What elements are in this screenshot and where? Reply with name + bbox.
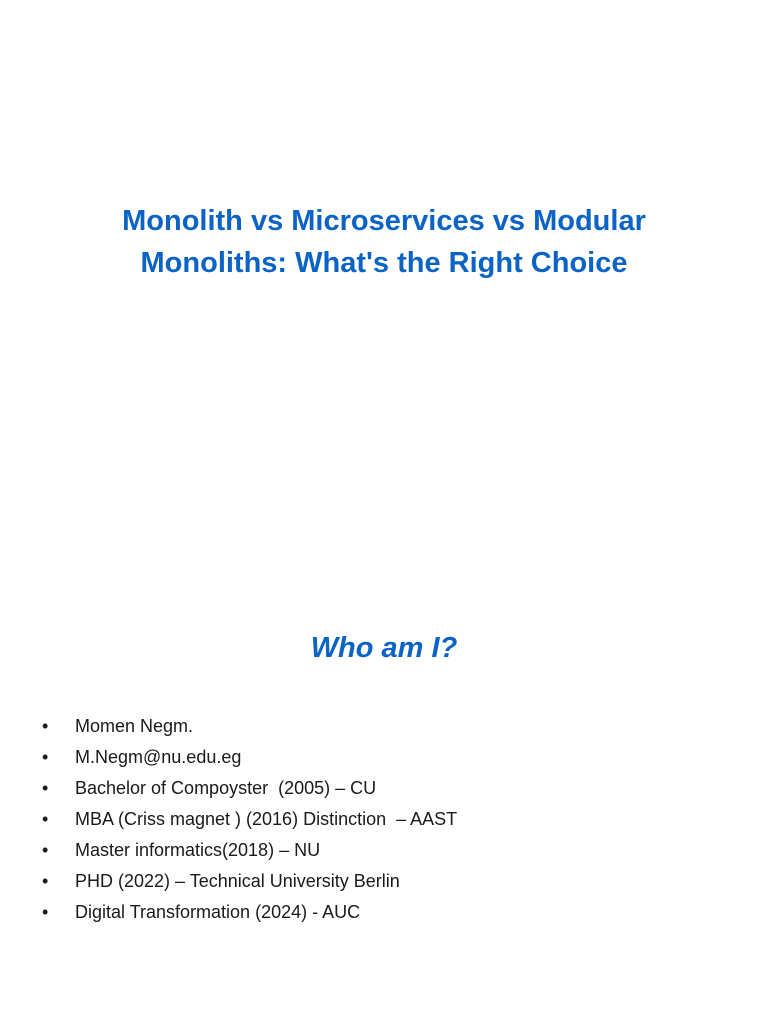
bio-item-text: M.Negm@nu.edu.eg: [75, 747, 242, 767]
bio-item-email: [42, 742, 722, 773]
bio-item-text: Bachelor of Compoyster (2005) – CU: [75, 778, 377, 798]
bullet-icon: •: [42, 747, 49, 767]
bullet-icon: •: [42, 778, 49, 798]
bio-item-text: MBA (Criss magnet ) (2016) Distinction – AAST: [75, 809, 458, 829]
bio-item-text: Momen Negm.: [75, 716, 194, 736]
slide-title-line-1: Monolith vs Microservices vs Modular: [122, 205, 646, 237]
who-am-i-heading: Who am I?: [310, 632, 458, 664]
bio-item-phd: [42, 866, 722, 897]
bio-item-name: [42, 711, 722, 742]
bio-item-text: Digital Transformation (2024) - AUC: [75, 902, 361, 922]
slide-title: [40, 200, 728, 284]
bio-item-master: [42, 835, 722, 866]
bullet-icon: •: [42, 809, 49, 829]
bullet-icon: •: [42, 840, 49, 860]
bio-item-bachelor: [42, 773, 722, 804]
bullet-icon: •: [42, 902, 49, 922]
bio-item-digital-transformation: [42, 897, 722, 928]
bio-list: [42, 711, 722, 928]
slide-title-line-2: Monoliths: What's the Right Choice: [140, 247, 628, 279]
bio-item-text: PHD (2022) – Technical University Berlin: [75, 871, 400, 891]
bio-item-mba: [42, 804, 722, 835]
bio-item-text: Master informatics(2018) – NU: [75, 840, 321, 860]
bullet-icon: •: [42, 716, 49, 736]
bullet-icon: •: [42, 871, 49, 891]
